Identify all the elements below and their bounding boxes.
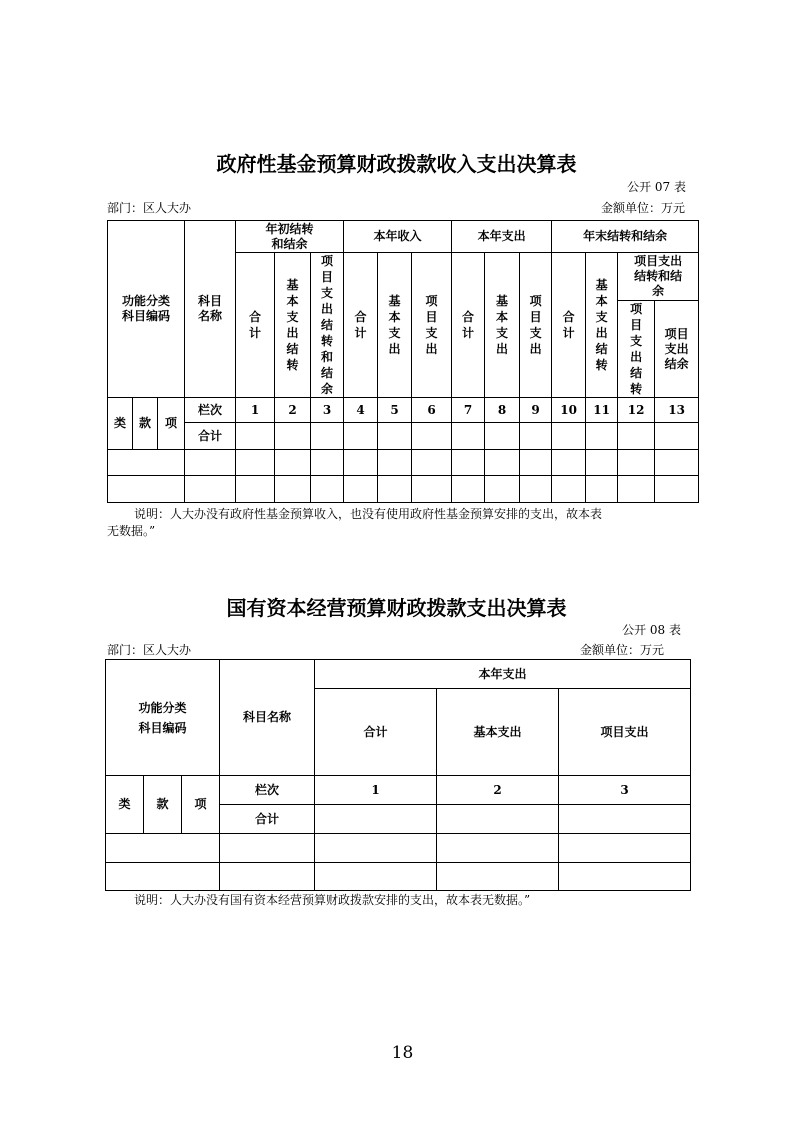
table1-col-number: 13 [655, 398, 699, 423]
table2-code: 公开 08 表 [622, 623, 681, 637]
table1-header-end-proj-carry-sub: 项目支出结转 [618, 301, 655, 398]
table1-col-number: 7 [452, 398, 485, 423]
table1-col-number: 2 [275, 398, 311, 423]
table2-header-xiang: 项 [182, 776, 220, 834]
table-row [106, 863, 691, 891]
page-number: 18 [391, 1043, 414, 1063]
table2-header-heji: 合计 [220, 805, 315, 834]
table1-header-end-balance: 年末结转和结余 [552, 221, 699, 253]
table1-header-func-code: 功能分类科目编码 [108, 221, 185, 398]
table2-col-number: 2 [437, 776, 559, 805]
table-row [108, 476, 699, 503]
table2-header-lanci: 栏次 [220, 776, 315, 805]
table1-code: 公开 07 表 [627, 180, 686, 194]
table1-header-begin-balance: 年初结转和结余 [236, 221, 344, 253]
table1-col-number: 4 [344, 398, 378, 423]
table2-col-number: 3 [559, 776, 691, 805]
table1-header-lei: 类 [108, 398, 133, 450]
table1-header-xiang: 项 [158, 398, 185, 450]
table1-header-begin-total: 合计 [236, 253, 275, 398]
table2-department: 部门：区人大办 [107, 643, 192, 657]
table2-header-total: 合计 [315, 689, 437, 776]
table2-title: 国有资本经营预算财政拨款支出决算表 [226, 596, 567, 620]
table1-col-number: 9 [520, 398, 552, 423]
table1-header-heji: 合计 [185, 423, 236, 450]
table1-col-number: 3 [311, 398, 344, 423]
table2-header-expense: 本年支出 [315, 660, 691, 689]
table1-col-number: 11 [586, 398, 618, 423]
table2-header-lei: 类 [106, 776, 144, 834]
table1-header-expense-proj: 项目支出 [520, 253, 552, 398]
table1-note-line2: 无数据。” [107, 524, 156, 538]
table1-header-end-total: 合计 [552, 253, 586, 398]
table-row [108, 450, 699, 476]
table1-department: 部门：区人大办 [107, 201, 192, 215]
table2-unit: 金额单位：万元 [579, 643, 664, 657]
table1-header-income-proj: 项目支出 [412, 253, 452, 398]
table1-header-income: 本年收入 [344, 221, 452, 253]
table1-header-end-basic-carry: 基本支出结转 [586, 253, 618, 398]
table1-col-number: 6 [412, 398, 452, 423]
table1-header-end-proj-carry: 项目支出结转和结余 [618, 253, 699, 301]
table-row [106, 834, 691, 863]
table1-col-number: 12 [618, 398, 655, 423]
table1-header-begin-basic-carry: 基本支出结转 [275, 253, 311, 398]
table1 [107, 220, 699, 503]
table2-header-basic: 基本支出 [437, 689, 559, 776]
table1-col-number: 5 [378, 398, 412, 423]
table1-header-begin-proj-carry: 项目支出结转和结余 [311, 253, 344, 398]
table1-col-number: 10 [552, 398, 586, 423]
table1-header-subject-name: 科目名称 [185, 221, 236, 398]
table1-header-income-basic: 基本支出 [378, 253, 412, 398]
table1-header-kuan: 款 [133, 398, 158, 450]
table2-header-proj: 项目支出 [559, 689, 691, 776]
table1-header-expense-total: 合计 [452, 253, 485, 398]
table1-col-number: 8 [485, 398, 520, 423]
table2-note: 说明：人大办没有国有资本经营预算财政拨款安排的支出，故本表无数据。” [134, 893, 531, 907]
table2-header-subject-name: 科目名称 [220, 660, 315, 776]
table1-note-line1: 说明：人大办没有政府性基金预算收入，也没有使用政府性基金预算安排的支出，故本表 [134, 507, 603, 521]
table1-title: 政府性基金预算财政拨款收入支出决算表 [216, 152, 577, 176]
table2 [105, 659, 691, 891]
table2-header-func-code: 功能分类科目编码 [106, 660, 220, 776]
table1-header-expense: 本年支出 [452, 221, 552, 253]
table1-unit: 金额单位：万元 [600, 201, 685, 215]
table1-header-end-proj-balance: 项目支出结余 [655, 301, 699, 398]
table1-header-lanci: 栏次 [185, 398, 236, 423]
table2-header-kuan: 款 [144, 776, 182, 834]
table1-header-expense-basic: 基本支出 [485, 253, 520, 398]
table1-col-number: 1 [236, 398, 275, 423]
table2-col-number: 1 [315, 776, 437, 805]
table1-header-income-total: 合计 [344, 253, 378, 398]
